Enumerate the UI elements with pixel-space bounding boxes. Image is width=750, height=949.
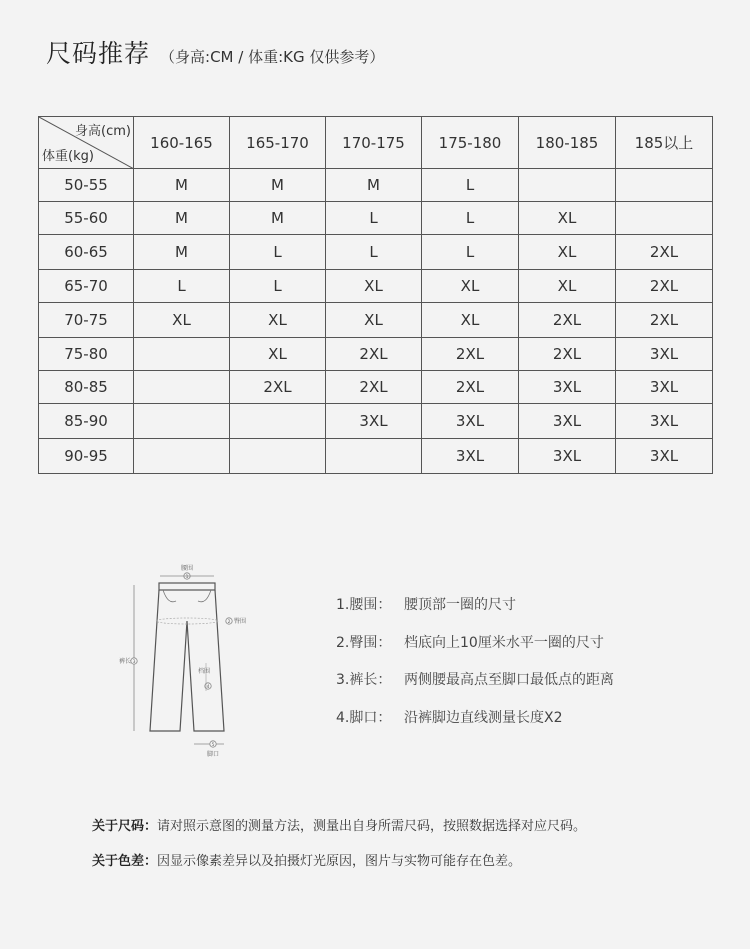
left-pocket [163, 590, 176, 602]
size-cell: M [230, 202, 326, 235]
size-cell: L [422, 235, 519, 270]
size-cell: 2XL [230, 371, 326, 404]
hem-marker-num: 5 [211, 743, 215, 748]
pants-outline [150, 590, 224, 731]
size-cell: 3XL [519, 439, 616, 474]
size-cell [326, 439, 422, 474]
footer-label: 关于色差： [92, 854, 158, 869]
measurement-text: 腰顶部一圈的尺寸 [404, 597, 516, 613]
measurement-text: 两侧腰最高点至脚口最低点的距离 [404, 672, 614, 688]
height-header: 160-165 [134, 117, 230, 169]
rise-marker-num: 4 [206, 685, 210, 690]
height-header: 175-180 [422, 117, 519, 169]
height-header: 165-170 [230, 117, 326, 169]
measurement-label: 3.裤长： [336, 672, 392, 688]
size-cell: 3XL [616, 371, 713, 404]
size-cell: L [422, 169, 519, 202]
size-cell: 2XL [422, 338, 519, 371]
size-cell [519, 169, 616, 202]
size-cell: 3XL [326, 404, 422, 439]
size-cell: XL [422, 303, 519, 338]
size-cell: 3XL [616, 439, 713, 474]
footer-text: 请对照示意图的测量方法，测量出自身所需尺码，按照数据选择对应尺码。 [157, 819, 587, 834]
table-row [39, 338, 713, 371]
size-cell: XL [519, 270, 616, 303]
measurement-label: 2.臀围： [336, 634, 392, 651]
size-cell: M [134, 235, 230, 270]
size-cell: 2XL [326, 338, 422, 371]
footer-text: 因显示像素差异以及拍摄灯光原因，图片与实物可能存在色差。 [157, 854, 522, 869]
measurement-label: 4.脚口： [336, 709, 392, 726]
right-pocket [198, 590, 211, 602]
hip-label: 臀围 [234, 618, 247, 625]
table-row [39, 303, 713, 338]
size-table [38, 116, 713, 474]
size-cell [134, 439, 230, 474]
size-cell: XL [326, 270, 422, 303]
size-cell: 2XL [616, 270, 713, 303]
corner-height-label: 身高(cm) [75, 124, 131, 139]
corner-weight-label: 体重(kg) [42, 149, 94, 164]
weight-cell: 70-75 [39, 303, 134, 338]
measurement-item [336, 594, 614, 632]
hip-marker-num: 2 [227, 620, 231, 625]
page-title [46, 34, 384, 70]
size-cell: XL [519, 202, 616, 235]
measurement-item [336, 632, 614, 670]
size-cell: 3XL [422, 404, 519, 439]
weight-cell: 85-90 [39, 404, 134, 439]
weight-cell: 60-65 [39, 235, 134, 270]
table-row [39, 169, 713, 202]
measurement-text: 档底向上10厘米水平一圈的尺寸 [404, 634, 604, 651]
size-cell: L [230, 235, 326, 270]
measurement-item [336, 707, 614, 745]
size-cell: XL [230, 338, 326, 371]
footer-size-note [92, 815, 586, 834]
height-header: 185以上 [616, 117, 713, 169]
size-cell: L [134, 270, 230, 303]
rise-label: 档围 [197, 668, 211, 675]
size-cell: 3XL [422, 439, 519, 474]
length-label: 裤长 [119, 658, 132, 665]
measurement-label: 1.腰围： [336, 597, 392, 613]
size-cell: XL [230, 303, 326, 338]
size-cell [134, 404, 230, 439]
weight-cell: 75-80 [39, 338, 134, 371]
weight-cell: 55-60 [39, 202, 134, 235]
hem-label: 脚口 [206, 751, 220, 758]
size-cell: 3XL [519, 371, 616, 404]
footer-color-note [92, 850, 521, 869]
title-sub: （身高:CM / 体重:KG 仅供参考） [160, 48, 385, 66]
table-row [39, 270, 713, 303]
size-cell: 3XL [519, 404, 616, 439]
table-row [39, 404, 713, 439]
size-cell: L [422, 202, 519, 235]
title-main: 尺码推荐 [46, 39, 151, 68]
table-row [39, 371, 713, 404]
size-cell: XL [422, 270, 519, 303]
table-row [39, 439, 713, 474]
weight-cell: 90-95 [39, 439, 134, 474]
size-cell: 3XL [616, 404, 713, 439]
measurement-item [336, 669, 614, 707]
corner-cell [39, 117, 134, 169]
size-cell: 2XL [616, 303, 713, 338]
size-cell: L [230, 270, 326, 303]
table-row [39, 235, 713, 270]
size-cell [616, 169, 713, 202]
size-cell [230, 404, 326, 439]
size-cell: M [230, 169, 326, 202]
header-row [39, 117, 713, 169]
size-cell: 2XL [422, 371, 519, 404]
measurement-text: 沿裤脚边直线测量长度X2 [404, 709, 563, 726]
size-cell: 3XL [616, 338, 713, 371]
waist-marker-num: 1 [185, 575, 189, 580]
size-cell: L [326, 202, 422, 235]
size-cell: XL [326, 303, 422, 338]
size-cell [134, 338, 230, 371]
footer-label: 关于尺码： [92, 819, 158, 834]
weight-cell: 80-85 [39, 371, 134, 404]
size-cell [230, 439, 326, 474]
weight-cell: 50-55 [39, 169, 134, 202]
size-cell: L [326, 235, 422, 270]
height-header: 170-175 [326, 117, 422, 169]
size-cell [134, 371, 230, 404]
length-marker-num: 3 [132, 660, 136, 665]
size-cell: M [326, 169, 422, 202]
size-cell: 2XL [326, 371, 422, 404]
size-cell: 2XL [616, 235, 713, 270]
waist-label: 腰围 [180, 565, 194, 572]
pants-diagram [118, 563, 268, 763]
table-row [39, 202, 713, 235]
measurement-notes [336, 594, 614, 744]
weight-cell: 65-70 [39, 270, 134, 303]
size-cell: M [134, 202, 230, 235]
size-cell [616, 202, 713, 235]
height-header: 180-185 [519, 117, 616, 169]
size-cell: XL [519, 235, 616, 270]
size-cell: 2XL [519, 303, 616, 338]
size-cell: 2XL [519, 338, 616, 371]
waistband [159, 583, 215, 590]
size-cell: XL [134, 303, 230, 338]
size-cell: M [134, 169, 230, 202]
